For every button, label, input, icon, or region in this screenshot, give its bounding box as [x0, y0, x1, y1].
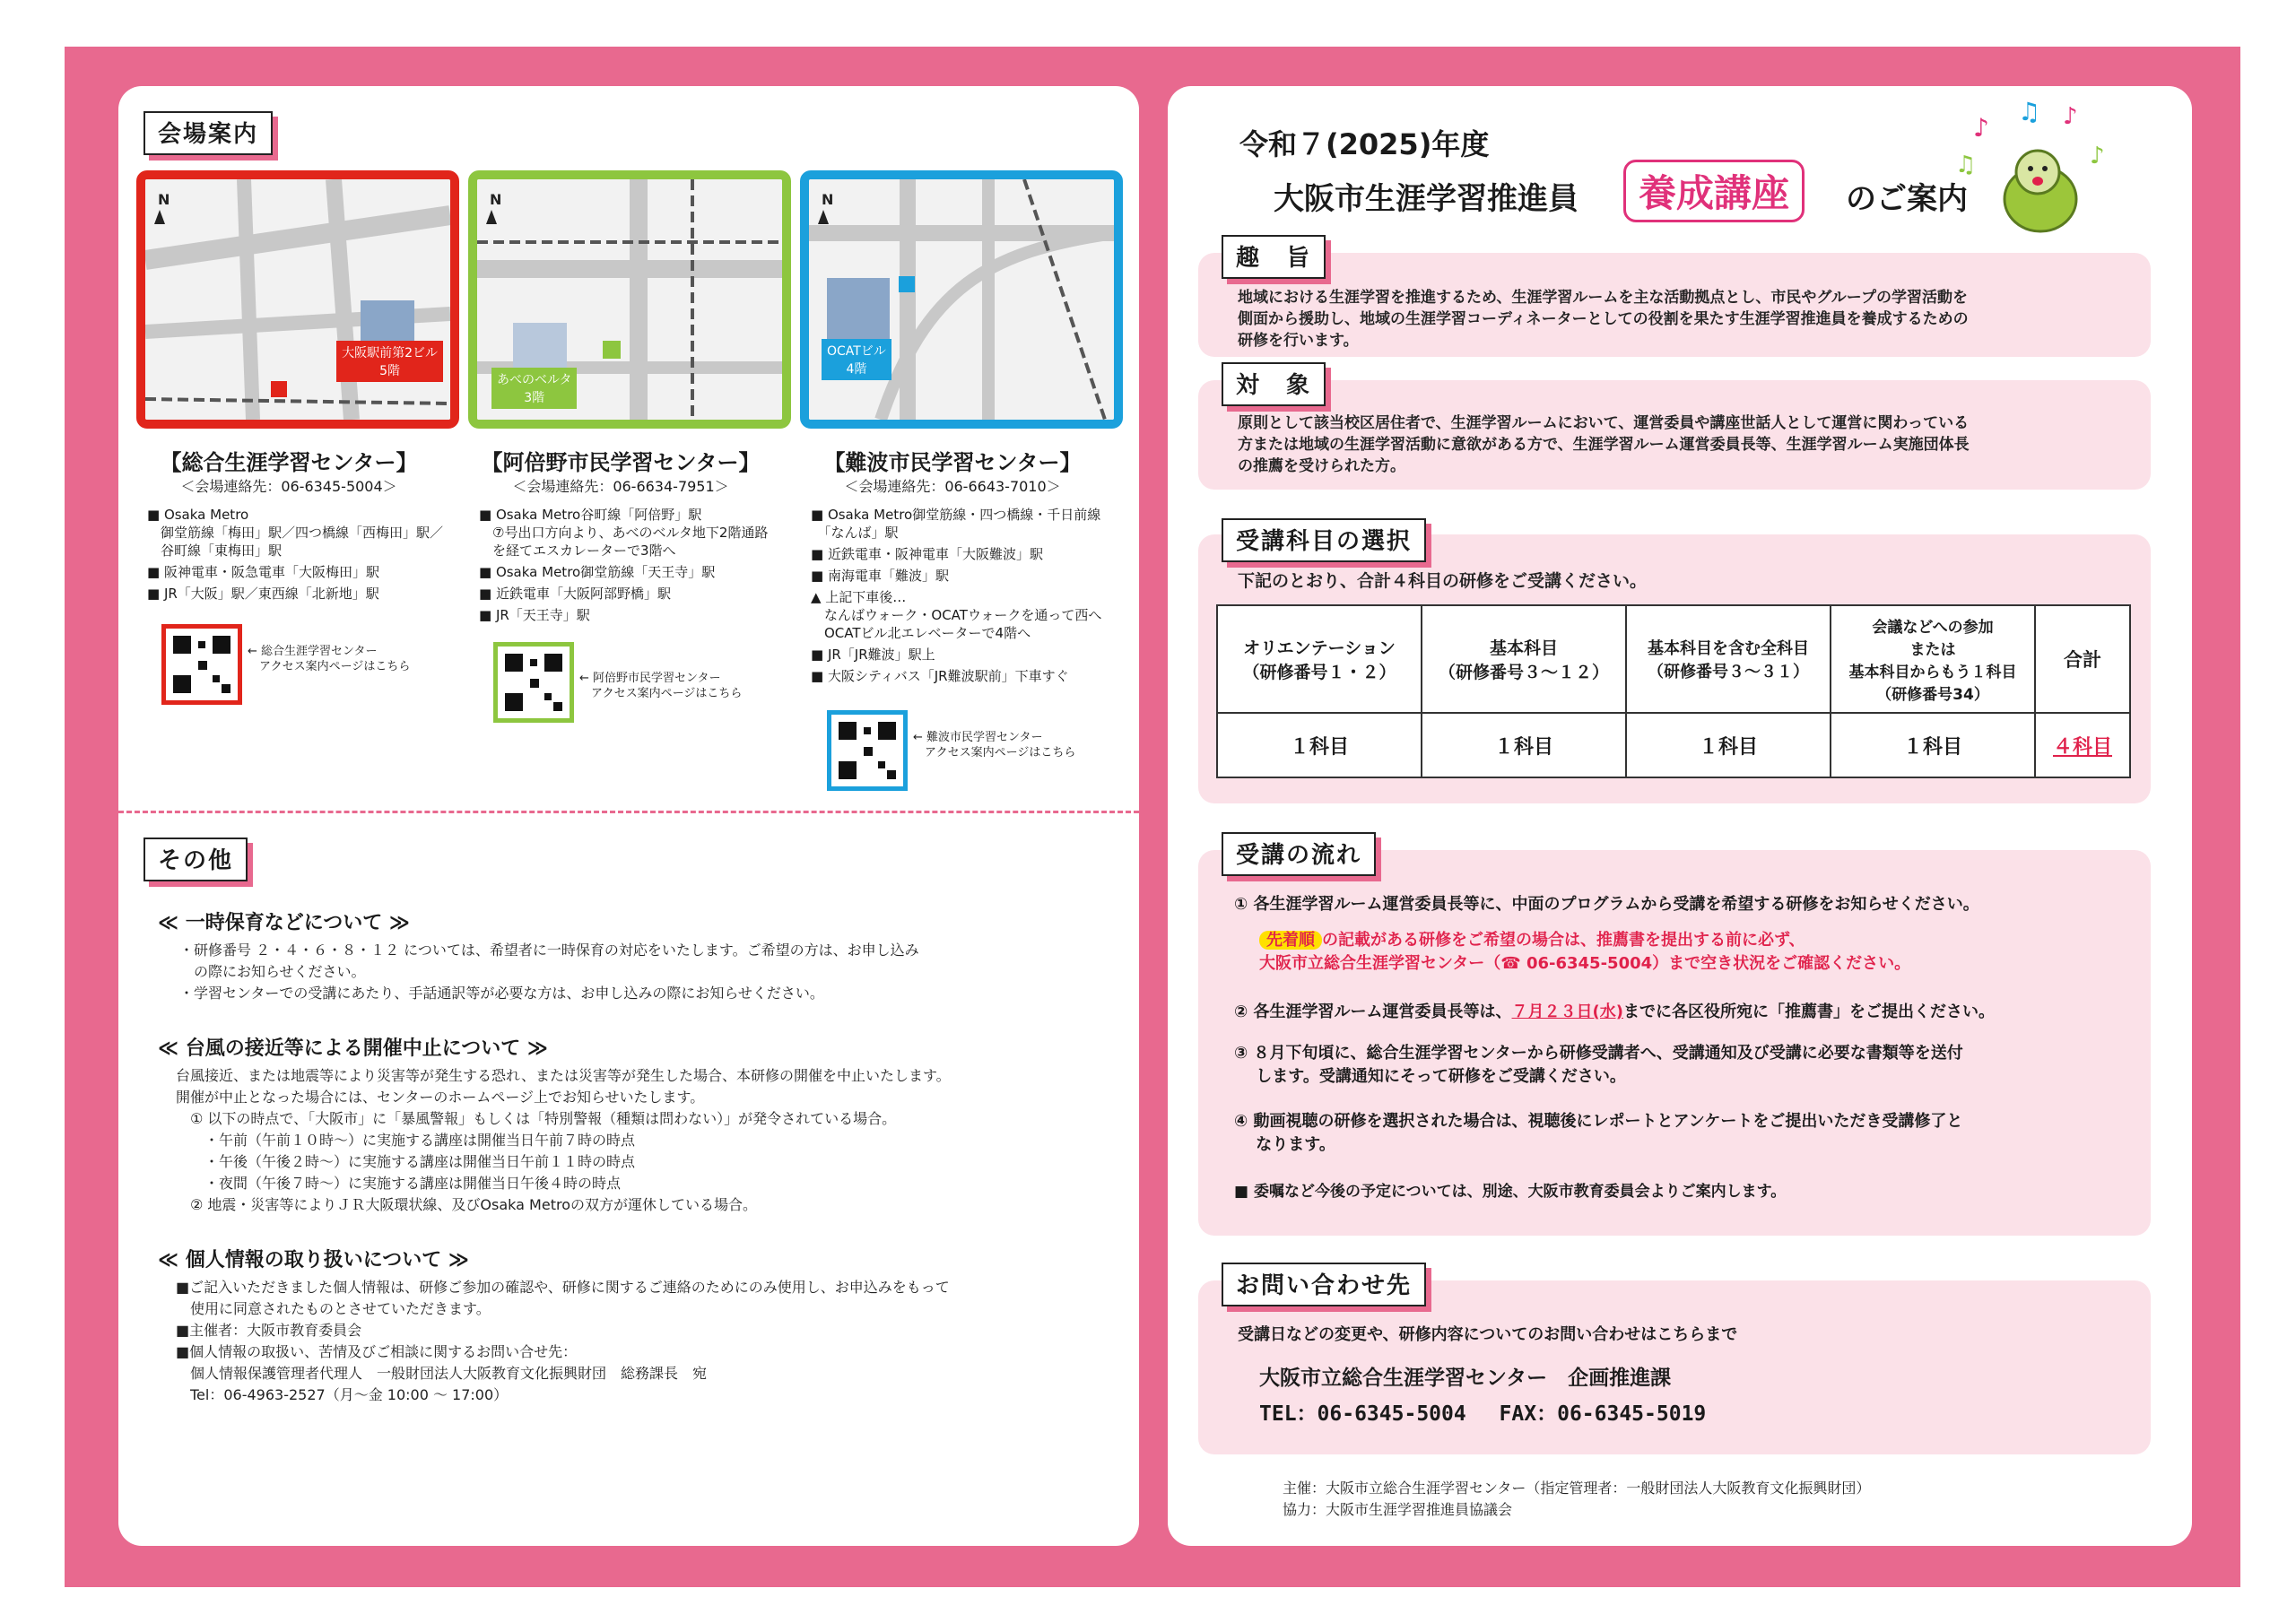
access-item: ▲ 上記下車後… なんばウォーク・OCATウォークを通って西へ OCATビル北エレベーターで4階へ — [811, 589, 1102, 641]
course-table-header-row — [1217, 605, 2130, 713]
access-list-namba — [811, 506, 1125, 689]
footer-cooperation: 協力：大阪市生涯学習推進員協議会 — [1283, 1501, 1513, 1518]
section-divider — [118, 811, 1139, 813]
map-namba — [800, 170, 1123, 429]
course-header: 受講科目の選択 — [1222, 518, 1426, 562]
flow-step-1: ① 各生涯学習ルーム運営委員長等に、中面のプログラムから受講を希望する研修をお知らせください。 — [1234, 895, 1979, 914]
purpose-header: 趣 旨 — [1222, 235, 1326, 279]
course-col-total: 合計 — [2035, 605, 2130, 713]
map-abeno — [468, 170, 791, 429]
qr-code-abeno[interactable] — [493, 642, 574, 723]
course-col-all: 基本科目を含む全科目 （研修番号３～３１） — [1626, 605, 1831, 713]
svg-text:N: N — [490, 191, 502, 208]
access-item: ■ Osaka Metro 御堂筋線「梅田」駅／四つ橋線「西梅田」駅／ 谷町線「東梅田」駅 — [147, 507, 444, 559]
venue-name-sogo: 【総合生涯学習センター】 — [160, 450, 418, 475]
map-sogo-drawing — [145, 179, 450, 420]
course-value: １科目 — [1626, 713, 1831, 777]
first-come-badge: 先着順 — [1259, 931, 1322, 950]
course-table-value-row — [1217, 713, 2130, 777]
svg-text:♪: ♪ — [2090, 143, 2105, 169]
privacy-title: ≪ 個人情報の取り扱いについて ≫ — [158, 1249, 469, 1271]
access-list-sogo — [147, 506, 443, 606]
course-value: １科目 — [1422, 713, 1626, 777]
map-sogo — [136, 170, 459, 429]
access-item: ■ 近鉄電車「大阪阿部野橋」駅 — [479, 586, 671, 602]
typhoon-body: 台風接近、または地震等により災害等が発生する恐れ、または災害等が発生した場合、本研修の開催を中止いたします。 開催が中止となった場合には、センターのホームページ上でお知らせいたします。 ① 以下の時点で、「大阪市」に「暴風警報」もしくは「特別警報（種類は問わない）」が発令されている場合。 ・午前（午前１０時～）に実施する講座は開催当日午前７時の時点 ・午後（午後２時～）に実施する講座は開催当日午前１１時の時点 ・夜間（午後７時～）に実施する講座は開催当日午後４時の時点 ② 地震・災害等によりＪＲ大阪環状線、及びOsaka Metroの双方が運休している場合。 — [176, 1067, 951, 1213]
childcare-title: ≪ 一時保育などについて ≫ — [158, 912, 410, 934]
access-item: ■ Osaka Metro御堂筋線「天王寺」駅 — [479, 564, 716, 580]
flow-step-2 — [1234, 1001, 2158, 1024]
svg-text:♪: ♪ — [2063, 103, 2078, 130]
access-item: ■ 近鉄電車・阪神電車「大阪難波」駅 — [811, 546, 1043, 562]
qr-code-namba[interactable] — [827, 710, 908, 791]
other-header: その他 — [144, 838, 248, 881]
access-item: ■ 阪神電車・阪急電車「大阪梅田」駅 — [147, 564, 379, 580]
qr-note-sogo: ← 総合生涯学習センター アクセス案内ページはこちら — [248, 645, 411, 673]
childcare-body: ・研修番号 ２・４・６・８・１２ については、希望者に一時保育の対応をいたします。ご希望の方は、お申し込み の際にお知らせください。 ・学習センターでの受講にあたり、手話通訳等が必要な方は、お申し込みの際にお知らせください。 — [179, 942, 919, 1002]
course-table — [1216, 604, 2131, 778]
flow-step-2-a: ② 各生涯学習ルーム運営委員長等は、 — [1234, 1002, 1512, 1021]
access-item: ■ JR「天王寺」駅 — [479, 607, 590, 623]
venue-header: 会場案内 — [144, 111, 273, 155]
qr-note-namba: ← 難波市民学習センター アクセス案内ページはこちら — [913, 731, 1076, 759]
qr-pattern — [166, 629, 238, 700]
venue-contact-abeno: ＜会場連絡先：06-6634-7951＞ — [512, 478, 729, 495]
contact-header: お問い合わせ先 — [1222, 1263, 1426, 1306]
svg-text:♫: ♫ — [2018, 100, 2041, 126]
qr-pattern — [831, 715, 903, 786]
first-come-contact: 大阪市立総合生涯学習センター（☎ 06-6345-5004）まで空き状況をご確認ください。 — [1259, 954, 1911, 973]
venue-name-namba: 【難波市民学習センター】 — [823, 450, 1082, 475]
access-item: ■ JR「大阪」駅／東西線「北新地」駅 — [147, 586, 379, 602]
course-col-orientation: オリエンテーション （研修番号１・２） — [1217, 605, 1422, 713]
svg-text:N: N — [158, 191, 170, 208]
access-item: ■ JR「JR難波」駅上 — [811, 647, 935, 663]
access-item: ■ 南海電車「難波」駅 — [811, 568, 949, 584]
flow-step-4: ④ 動画視聴の研修を選択された場合は、視聴後にレポートとアンケートをご提出いただき受講修了と なります。 — [1234, 1112, 1963, 1154]
page-title-suffix: のご案内 — [1846, 181, 1968, 217]
qr-pattern — [498, 647, 570, 718]
course-col-basic: 基本科目 （研修番号３～１２） — [1422, 605, 1626, 713]
typhoon-title: ≪ 台風の接近等による開催中止について ≫ — [158, 1037, 548, 1060]
access-list-abeno — [479, 506, 784, 628]
course-col-meeting: 会議などへの参加 または 基本科目からもう１科目 （研修番号34） — [1831, 605, 2035, 713]
access-item: ■ 大阪シティバス「JR難波駅前」下車すぐ — [811, 668, 1069, 684]
svg-text:♪: ♪ — [1973, 113, 1989, 143]
map-abeno-label: あべのベルタ 3階 — [491, 368, 577, 409]
qr-note-abeno: ← 阿倍野市民学習センター アクセス案内ページはこちら — [579, 672, 743, 700]
privacy-body: ■ご記入いただきました個人情報は、研修ご参加の確認や、研修に関するご連絡のためにのみ使用し、お申込みをもって 使用に同意されたものとさせていただきます。 ■主催者：大阪市教育委員会 ■個人情報の取扱い、苦情及びご相談に関するお問い合せ先： 個人情報保護管理者代理人 一般財団法人大阪教育文化振興財団 総務課長 宛 Tel：06-4963-2527（月～金 10:00 ～ 17:00） — [176, 1279, 950, 1403]
course-intro: 下記のとおり、合計４科目の研修をご受講ください。 — [1238, 571, 1648, 591]
access-item: ■ Osaka Metro御堂筋線・四つ橋線・千日前線 「なんば」駅 — [811, 507, 1101, 541]
venue-name-abeno: 【阿倍野市民学習センター】 — [481, 450, 761, 475]
flow-note: ■ 委嘱など今後の予定については、別途、大阪市教育委員会よりご案内します。 — [1234, 1183, 1787, 1201]
deadline-date: ７月２３日(水) — [1511, 1002, 1623, 1021]
map-sogo-label: 大阪駅前第2ビル 5階 — [336, 341, 443, 382]
flow-step-1-note — [1259, 929, 2147, 976]
venue-contact-sogo: ＜会場連絡先：06-6345-5004＞ — [180, 478, 397, 495]
page-title-main: 大阪市生涯学習推進員 — [1274, 181, 1578, 217]
map-namba-drawing — [809, 179, 1114, 420]
first-come-note: の記載がある研修をご希望の場合は、推薦書を提出する前に必ず、 — [1322, 931, 1805, 950]
flow-header: 受講の流れ — [1222, 832, 1376, 876]
contact-intro: 受講日などの変更や、研修内容についてのお問い合わせはこちらまで — [1238, 1325, 1738, 1344]
contact-tel-fax: TEL：06-6345-5004 FAX：06-6345-5019 — [1259, 1402, 1707, 1426]
flow-step-2-b: までに各区役所宛に「推薦書」をご提出ください。 — [1622, 1002, 1995, 1021]
qr-code-sogo[interactable] — [161, 624, 242, 705]
footer-organizer: 主催：大阪市立総合生涯学習センター（指定管理者：一般財団法人大阪教育文化振興財団） — [1283, 1480, 1871, 1497]
mascot-turtle-illustration — [1955, 100, 2117, 244]
svg-text:N: N — [822, 191, 834, 208]
venue-contact-namba: ＜会場連絡先：06-6643-7010＞ — [844, 478, 1061, 495]
course-value: １科目 — [1217, 713, 1422, 777]
access-item: ■ Osaka Metro谷町線「阿倍野」駅 ⑦号出口方向より、あべのベルタ地下2階通路 を経てエスカレーターで3階へ — [479, 507, 769, 559]
flow-step-3: ③ ８月下旬頃に、総合生涯学習センターから研修受講者へ、受講通知及び受講に必要な書類等を送付 します。受講通知にそって研修をご受講ください。 — [1234, 1044, 1963, 1086]
map-namba-label: OCATビル 4階 — [822, 339, 891, 380]
target-text: 原則として該当校区居住者で、生涯学習ルームにおいて、運営委員や講座世話人として運営に関わっている 方または地域の生涯学習活動に意欲がある方で、生涯学習ルーム運営委員長等、生涯学習ルーム実施団体長 の推薦を受けられた方。 — [1238, 414, 1970, 475]
contact-org: 大阪市立総合生涯学習センター 企画推進課 — [1259, 1367, 1672, 1390]
page-title-year: 令和７(2025)年度 — [1239, 127, 1490, 161]
svg-text:♫: ♫ — [1955, 152, 1977, 178]
course-total-value: ４科目 — [2035, 713, 2130, 777]
purpose-text: 地域における生涯学習を推進するため、生涯学習ルームを主な活動拠点とし、市民やグループの学習活動を 側面から援助し、地域の生涯学習コーディネーターとしての役割を果たす生涯学習推進員を養成するための 研修を行います。 — [1238, 289, 1969, 350]
page-title-badge: 養成講座 — [1623, 160, 1805, 222]
target-header: 対 象 — [1222, 362, 1326, 406]
course-value: １科目 — [1831, 713, 2035, 777]
